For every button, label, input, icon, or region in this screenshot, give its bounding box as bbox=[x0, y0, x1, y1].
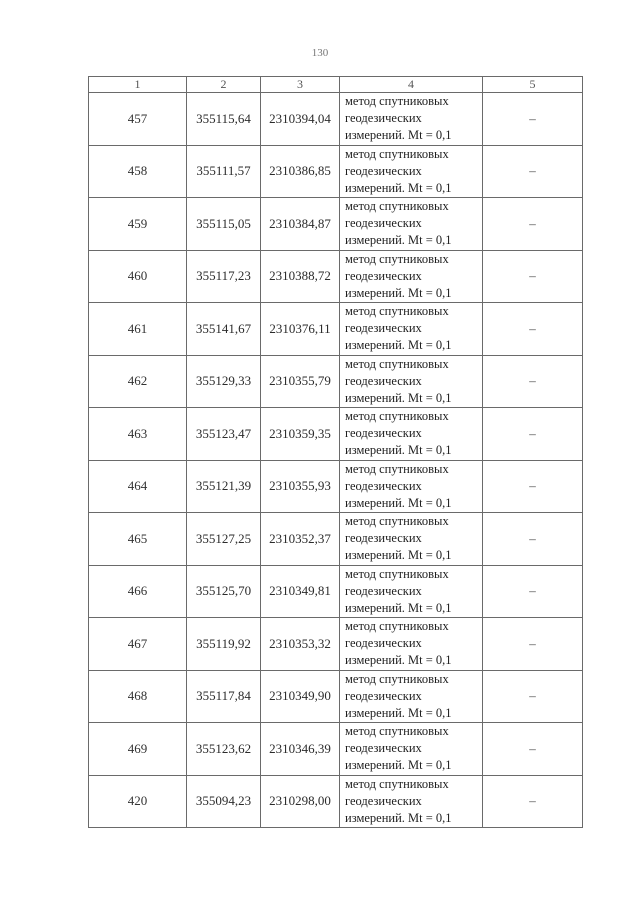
point-number: 457 bbox=[89, 93, 187, 146]
page-number: 130 bbox=[311, 47, 329, 59]
point-number: 465 bbox=[89, 513, 187, 566]
table-row bbox=[89, 93, 583, 146]
table-body bbox=[89, 93, 583, 828]
x-coordinate: 355117,84 bbox=[187, 670, 261, 723]
description: – bbox=[483, 460, 583, 513]
x-coordinate: 355115,05 bbox=[187, 198, 261, 251]
determination-method: метод спутниковых геодезических измерений. Mt = 0,1 bbox=[340, 145, 483, 198]
table-row bbox=[89, 145, 583, 198]
column-header-5: 5 bbox=[483, 77, 583, 93]
y-coordinate: 2310355,93 bbox=[261, 460, 340, 513]
table-row bbox=[89, 670, 583, 723]
y-coordinate: 2310349,90 bbox=[261, 670, 340, 723]
determination-method: метод спутниковых геодезических измерений. Mt = 0,1 bbox=[340, 355, 483, 408]
x-coordinate: 355121,39 bbox=[187, 460, 261, 513]
y-coordinate: 2310384,87 bbox=[261, 198, 340, 251]
determination-method: метод спутниковых геодезических измерений. Mt = 0,1 bbox=[340, 303, 483, 356]
y-coordinate: 2310388,72 bbox=[261, 250, 340, 303]
coordinates-table bbox=[88, 76, 583, 828]
description: – bbox=[483, 565, 583, 618]
x-coordinate: 355141,67 bbox=[187, 303, 261, 356]
y-coordinate: 2310376,11 bbox=[261, 303, 340, 356]
point-number: 466 bbox=[89, 565, 187, 618]
description: – bbox=[483, 355, 583, 408]
point-number: 459 bbox=[89, 198, 187, 251]
description: – bbox=[483, 250, 583, 303]
x-coordinate: 355123,47 bbox=[187, 408, 261, 461]
description: – bbox=[483, 513, 583, 566]
point-number: 461 bbox=[89, 303, 187, 356]
point-number: 420 bbox=[89, 775, 187, 828]
description: – bbox=[483, 670, 583, 723]
point-number: 460 bbox=[89, 250, 187, 303]
x-coordinate: 355111,57 bbox=[187, 145, 261, 198]
y-coordinate: 2310359,35 bbox=[261, 408, 340, 461]
determination-method: метод спутниковых геодезических измерений. Mt = 0,1 bbox=[340, 198, 483, 251]
x-coordinate: 355127,25 bbox=[187, 513, 261, 566]
determination-method: метод спутниковых геодезических измерений. Mt = 0,1 bbox=[340, 565, 483, 618]
determination-method: метод спутниковых геодезических измерений. Mt = 0,1 bbox=[340, 93, 483, 146]
column-header-2: 2 bbox=[187, 77, 261, 93]
determination-method: метод спутниковых геодезических измерений. Mt = 0,1 bbox=[340, 670, 483, 723]
determination-method: метод спутниковых геодезических измерений. Mt = 0,1 bbox=[340, 460, 483, 513]
description: – bbox=[483, 145, 583, 198]
point-number: 463 bbox=[89, 408, 187, 461]
determination-method: метод спутниковых геодезических измерений. Mt = 0,1 bbox=[340, 408, 483, 461]
column-header-4: 4 bbox=[340, 77, 483, 93]
x-coordinate: 355117,23 bbox=[187, 250, 261, 303]
x-coordinate: 355125,70 bbox=[187, 565, 261, 618]
description: – bbox=[483, 775, 583, 828]
table-row bbox=[89, 355, 583, 408]
table-header-row bbox=[89, 77, 583, 93]
table-row bbox=[89, 618, 583, 671]
description: – bbox=[483, 618, 583, 671]
y-coordinate: 2310353,32 bbox=[261, 618, 340, 671]
description: – bbox=[483, 408, 583, 461]
point-number: 468 bbox=[89, 670, 187, 723]
y-coordinate: 2310349,81 bbox=[261, 565, 340, 618]
table-row bbox=[89, 565, 583, 618]
determination-method: метод спутниковых геодезических измерений. Mt = 0,1 bbox=[340, 250, 483, 303]
table-row bbox=[89, 250, 583, 303]
table-row bbox=[89, 513, 583, 566]
x-coordinate: 355119,92 bbox=[187, 618, 261, 671]
table-row bbox=[89, 723, 583, 776]
description: – bbox=[483, 198, 583, 251]
column-header-1: 1 bbox=[89, 77, 187, 93]
y-coordinate: 2310298,00 bbox=[261, 775, 340, 828]
determination-method: метод спутниковых геодезических измерений. Mt = 0,1 bbox=[340, 618, 483, 671]
determination-method: метод спутниковых геодезических измерений. Mt = 0,1 bbox=[340, 723, 483, 776]
table-row bbox=[89, 408, 583, 461]
point-number: 469 bbox=[89, 723, 187, 776]
x-coordinate: 355123,62 bbox=[187, 723, 261, 776]
table-row bbox=[89, 303, 583, 356]
column-header-3: 3 bbox=[261, 77, 340, 93]
point-number: 458 bbox=[89, 145, 187, 198]
x-coordinate: 355094,23 bbox=[187, 775, 261, 828]
description: – bbox=[483, 303, 583, 356]
description: – bbox=[483, 723, 583, 776]
point-number: 467 bbox=[89, 618, 187, 671]
x-coordinate: 355115,64 bbox=[187, 93, 261, 146]
y-coordinate: 2310346,39 bbox=[261, 723, 340, 776]
y-coordinate: 2310355,79 bbox=[261, 355, 340, 408]
y-coordinate: 2310394,04 bbox=[261, 93, 340, 146]
table-row bbox=[89, 775, 583, 828]
y-coordinate: 2310352,37 bbox=[261, 513, 340, 566]
y-coordinate: 2310386,85 bbox=[261, 145, 340, 198]
table-row bbox=[89, 198, 583, 251]
determination-method: метод спутниковых геодезических измерений. Mt = 0,1 bbox=[340, 513, 483, 566]
determination-method: метод спутниковых геодезических измерений. Mt = 0,1 bbox=[340, 775, 483, 828]
description: – bbox=[483, 93, 583, 146]
point-number: 462 bbox=[89, 355, 187, 408]
table-row bbox=[89, 460, 583, 513]
point-number: 464 bbox=[89, 460, 187, 513]
x-coordinate: 355129,33 bbox=[187, 355, 261, 408]
